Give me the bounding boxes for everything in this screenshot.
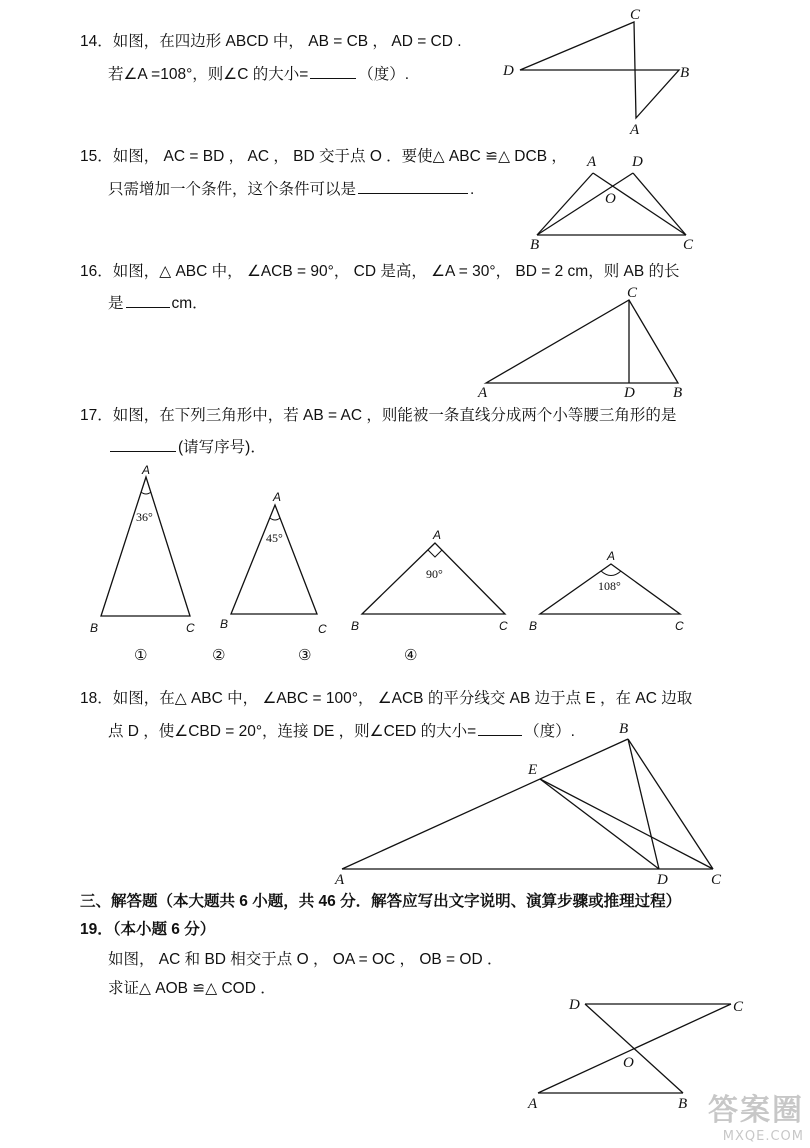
- q17-text-line1: 17．如图，在下列三角形中，若 AB = AC ，则能被一条直线分成两个小等腰三角形的是: [80, 407, 677, 424]
- q17-t3-label-a: A: [433, 528, 442, 542]
- q17-t2-label-a: A: [273, 490, 282, 504]
- q14-label-d: D: [503, 63, 514, 79]
- q19-label-o: O: [623, 1055, 634, 1071]
- q14-text-line2-post: （度）.: [358, 66, 410, 83]
- q19-label-b: B: [678, 1096, 688, 1112]
- q19-label-c: C: [733, 999, 744, 1015]
- q19-label-a: A: [528, 1096, 538, 1112]
- q14-text-line2-pre: 若∠A =108°，则∠C 的大小=: [108, 66, 309, 83]
- q18-label-e: E: [528, 762, 538, 778]
- q16-text-line2-pre: 是: [108, 295, 124, 312]
- q15-label-o: O: [605, 191, 616, 207]
- q17-number-3: ③: [298, 646, 312, 664]
- q17-t4-label-a: A: [607, 549, 616, 563]
- q16-text-line2-post: cm．: [171, 295, 208, 312]
- q14-label-b: B: [680, 65, 690, 81]
- q17-number-1: ①: [134, 646, 148, 664]
- watermark: [708, 1085, 804, 1144]
- q17-angle-2: 45°: [266, 531, 283, 545]
- q19-text-line2: 求证△ AOB ≌△ COD ．: [108, 980, 276, 997]
- watermark-logo-text: 答案圈: [708, 1093, 804, 1128]
- q17-t1-label-a: A: [142, 463, 151, 477]
- q17-t1-label-b: B: [90, 621, 99, 635]
- q16-label-c: C: [627, 285, 638, 301]
- q17-angle-4: 108°: [598, 579, 621, 593]
- q18-text-line1: 18．如图，在△ ABC 中， ∠ABC = 100°， ∠ACB 的平分线交 AB 边于点 E ，在 AC 边取: [80, 690, 693, 707]
- q18-text-line2-pre: 点 D ，使∠CBD = 20°，连接 DE ，则∠CED 的大小=: [108, 723, 477, 740]
- q16-text-line1: 16．如图，△ ABC 中， ∠ACB = 90°， CD 是高， ∠A = 30°， BD = 2 cm，则 AB 的长: [80, 263, 680, 280]
- q18-label-a: A: [335, 872, 345, 888]
- q14-text-line1: 14．如图，在四边形 ABCD 中， AB = CB ， AD = CD .: [80, 33, 462, 50]
- q17-number-2: ②: [212, 646, 226, 664]
- q15-label-c: C: [683, 237, 694, 253]
- q14-label-c: C: [630, 7, 641, 23]
- q18-text-line2-post: （度）.: [524, 723, 575, 740]
- q19-label-d: D: [569, 997, 580, 1013]
- q16-label-b: B: [673, 385, 683, 401]
- q15-label-d: D: [632, 154, 643, 170]
- watermark-url: MXQE.COM: [722, 1129, 804, 1144]
- q15-label-a: A: [587, 154, 597, 170]
- q18-label-d: D: [657, 872, 668, 888]
- q16-label-d: D: [624, 385, 635, 401]
- q17-number-4: ④: [404, 646, 418, 664]
- q17-t3-label-c: C: [499, 619, 508, 633]
- q17-t4-label-c: C: [675, 619, 684, 633]
- q15-text-line1: 15．如图， AC = BD ， AC ， BD 交于点 O ．要使△ ABC ≌△ DCB ，: [80, 148, 567, 165]
- q17-t2-label-b: B: [220, 617, 229, 631]
- q17-angle-1: 36°: [136, 510, 153, 524]
- q14-label-a: A: [630, 122, 640, 138]
- q15-label-b: B: [530, 237, 540, 253]
- q17-t2-label-c: C: [318, 622, 327, 636]
- q16-label-a: A: [478, 385, 488, 401]
- q15-text-line2-pre: 只需增加一个条件，这个条件可以是: [108, 181, 357, 198]
- q18-label-c: C: [711, 872, 722, 888]
- q19-segment-db: [585, 1004, 683, 1093]
- q17-angle-3: 90°: [426, 567, 443, 581]
- q17-t4-label-b: B: [529, 619, 538, 633]
- q17-text-line2-post: (请写序号)．: [178, 439, 266, 456]
- q18-label-b: B: [619, 721, 629, 737]
- q19-title: 19．（本小题 6 分）: [80, 921, 216, 938]
- q19-text-line1: 如图， AC 和 BD 相交于点 O ， OA = OC ， OB = OD ．: [108, 951, 503, 968]
- q17-t3-label-b: B: [351, 619, 360, 633]
- q17-t1-label-c: C: [186, 621, 195, 635]
- q15-text-line2-post: .: [470, 181, 475, 198]
- section3-heading: 三、解答题（本大题共 6 小题，共 46 分．解答应写出文字说明、演算步骤或推理过程）: [80, 893, 682, 910]
